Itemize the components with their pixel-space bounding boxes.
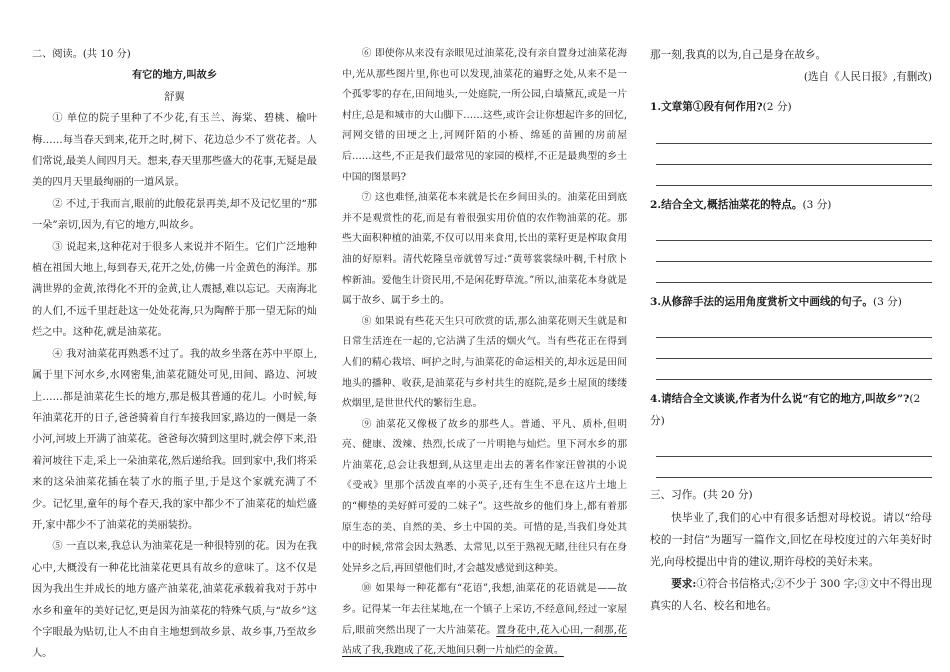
reading-section-heading: 二、阅读。(共 10 分) [32,49,131,60]
answer-line[interactable] [656,220,932,241]
answer-lines-1 [650,123,932,186]
question-2-number: 2. [650,198,662,211]
question-2 [650,194,932,216]
answer-line[interactable] [656,317,932,338]
answer-line[interactable] [656,262,932,283]
question-1-score: (2 分) [762,101,792,114]
question-4 [650,388,932,432]
paragraph-4: ④ 我对油菜花再熟悉不过了。我的故乡坐落在苏中平原上,属于里下河水乡,水网密集,油菜花随处可见,田间、路边、河坡上……都是油菜花生长的地方,那是极其普通的花儿。小时候,每年油菜花开的日子,爸爸骑着自行车接我回家,路边的一侧是一条小河,河坡上开满了油菜花。爸爸每次骑到这里时,就会停下来,沿着河坡往下走,采上一朵油菜花,然后递给我。回到家中,我们将采来的这朵油菜花插在装了水的瓶子里,于是这个家就充满了不少。记忆里,童年的每个春天,我的家中都少不了油菜花的灿烂盛开,家中都少不了油菜花的美丽装扮。 [32,348,317,531]
answer-line[interactable] [656,241,932,262]
question-1 [650,96,932,118]
requirements-text: ①符合书信格式;②不少于 300 字;③文中不得出现真实的人名、校名和地名。 [650,578,932,613]
question-2-text: 结合全文,概括油菜花的特点。 [661,198,803,211]
column-left [32,44,317,665]
paragraph-8: ⑧ 如果说有些花天生只可欣赏的话,那么油菜花则天生就是和日常生活连在一起的,它沾满了生活的烟火气。当有些花正在得到人们的精心栽培、呵护之时,与油菜花的命运相关的,却永远是田间地头的播种、收获,是油菜花与乡村共生的庭院,是乡土屋顶的缕缕炊烟里,是世世代代的繁衍生息。 [342,315,627,410]
article-source: (选自《人民日报》,有删改) [803,71,932,84]
answer-line[interactable] [656,144,932,165]
writing-section-heading: 三、习作。(共 20 分) [650,489,753,502]
answer-line[interactable] [656,338,932,359]
paragraph-5: ⑤ 一直以来,我总认为油菜花是一种很特别的花。因为在我心中,大概没有一种花比油菜花更具有故乡的意味了。这不仅是因为我出生并成长的地方盛产油菜花,油菜花承载着我对于苏中水乡和童年的美好记忆,更是因为油菜花的特殊气质,与“故乡”这个字眼最为贴切,让人不由自主地想到故乡景、故乡事,乃至故乡人。 [32,541,317,660]
paragraph-3: ③ 说起来,这种花对于很多人来说并不陌生。它们广泛地种植在祖国大地上,每到春天,花开之处,仿佛一片金黄色的海洋。那满世界的金黄,浓得化不开的金黄,让人震撼,难以忘记。天南海北的人们,不远千里赶赴这一处处花海,只为陶醉于那一望无际的灿烂之中。这种花,就是油菜花。 [32,241,317,339]
paragraph-10-text: ⑩ 如果每一种花都有“花语”,我想,油菜花的花语就是——故乡。记得某一年去往某地,在一个镇子上采访,不经意间,经过一家屋后,眼前突然出现了一大片油菜花。 [342,583,627,636]
question-2-score: (3 分) [802,198,832,211]
question-4-number: 4. [650,393,662,406]
paragraph-10-end: 那一刻,我真的以为,自己是身在故乡。 [650,49,827,61]
answer-lines-2 [650,220,932,283]
question-4-score: (2 分) [650,393,921,428]
question-1-text: 文章第①段有何作用? [661,101,763,114]
paragraph-2: ② 不过,于我而言,眼前的此般花景再美,却不及记忆里的“那一朵”亲切,因为,有它的地方,叫故乡。 [32,198,317,232]
answer-line[interactable] [656,457,932,478]
answer-line[interactable] [656,123,932,144]
requirements-label: 要求: [671,578,697,591]
article-author: 舒翼 [164,91,185,103]
answer-line[interactable] [656,436,932,457]
question-3 [650,291,932,313]
question-4-text: 请结合全文谈谈,作者为什么说“有它的地方,叫故乡”? [661,393,910,406]
column-middle [342,44,627,662]
column-right [650,44,932,618]
answer-line[interactable] [656,359,932,380]
paragraph-10 [342,579,627,661]
question-3-text: 从修辞手法的运用角度赏析文中画线的句子。 [661,295,873,308]
writing-requirements [650,573,932,617]
underlined-sentence: 置身花中,花入心田,一刹那,花站成了我,我跑成了花,天地间只剩一片灿烂的金黄。 [342,624,627,657]
paragraph-1: ① 单位的院子里种了不少花,有玉兰、海棠、碧桃、榆叶梅……每当春天到来,花开之时,树下、花边总少不了赏花者。人们常说,最美人间四月天。想来,春天里那些盛大的花事,无疑是最美的四月天里最绚丽的一道风景。 [32,113,317,189]
answer-lines-3 [650,317,932,380]
question-3-number: 3. [650,295,662,308]
answer-line[interactable] [656,165,932,186]
writing-prompt: 快毕业了,我们的心中有很多话想对母校说。请以“给母校的一封信”为题写一篇作文,回忆在母校度过的六年美好时光,向母校提出中肯的建议,期许母校的美好未来。 [650,511,932,569]
answer-lines-4 [650,436,932,478]
question-3-score: (3 分) [872,295,902,308]
paragraph-6: ⑥ 即使你从来没有亲眼见过油菜花,没有亲自置身过油菜花海中,光从那些图片里,你也可以发现,油菜花的遍野之处,从来不是一个孤零零的存在,田间地头,一处庭院,一所公园,白墙黛瓦,或是一片村庄,总是和城市的大山脚下……这些,或许会让你想起许多的回忆,河网交错的田埂之上,河网阡陌的小桥、绵延的苗圃的房前屋后……这些,不正是我们最常见的家园的模样,不正是最典型的乡土中国的图景吗? [342,48,627,183]
paragraph-9: ⑨ 油菜花又像极了故乡的那些人。普通、平凡、质朴,但明亮、健康、泼辣、热烈,长成了一片明艳与灿烂。里下河水乡的那片油菜花,总会让我想到,从这里走出去的著名作家汪曾祺的小说《受戒》里那个活泼直率的小英子,还有生生不息在这片土地上的“柳垫的美好鲜可爱的二妹子”。这些故乡的他们身上,都有着那原生态的美、自然的美、乡土中国的美。可惜的是,当我们身处其中的时候,常常会因太熟悉、太常见,以至于熟视无睹,往往只有在身处异乡之后,再回望他们时,才会越发感觉到这种美。 [342,418,627,574]
question-1-number: 1. [650,101,662,114]
paragraph-7: ⑦ 这也难怪,油菜花本来就是长在乡间田头的。油菜花田到底并不是观赏性的花,而是有着很强实用价值的农作物油菜的花。那些大面积种植的油菜,不仅可以用来食用,长出的菜籽更是榨取食用油的好原料。清代乾隆皇帝就曾写过:“黄萼裳裳绿叶稠,千村欣卜榨新油。爱他生计资民用,不是闲花野草流。”所以,油菜花本身就是属于故乡、属于乡土的。 [342,192,627,307]
article-title: 有它的地方,叫故乡 [131,69,218,82]
